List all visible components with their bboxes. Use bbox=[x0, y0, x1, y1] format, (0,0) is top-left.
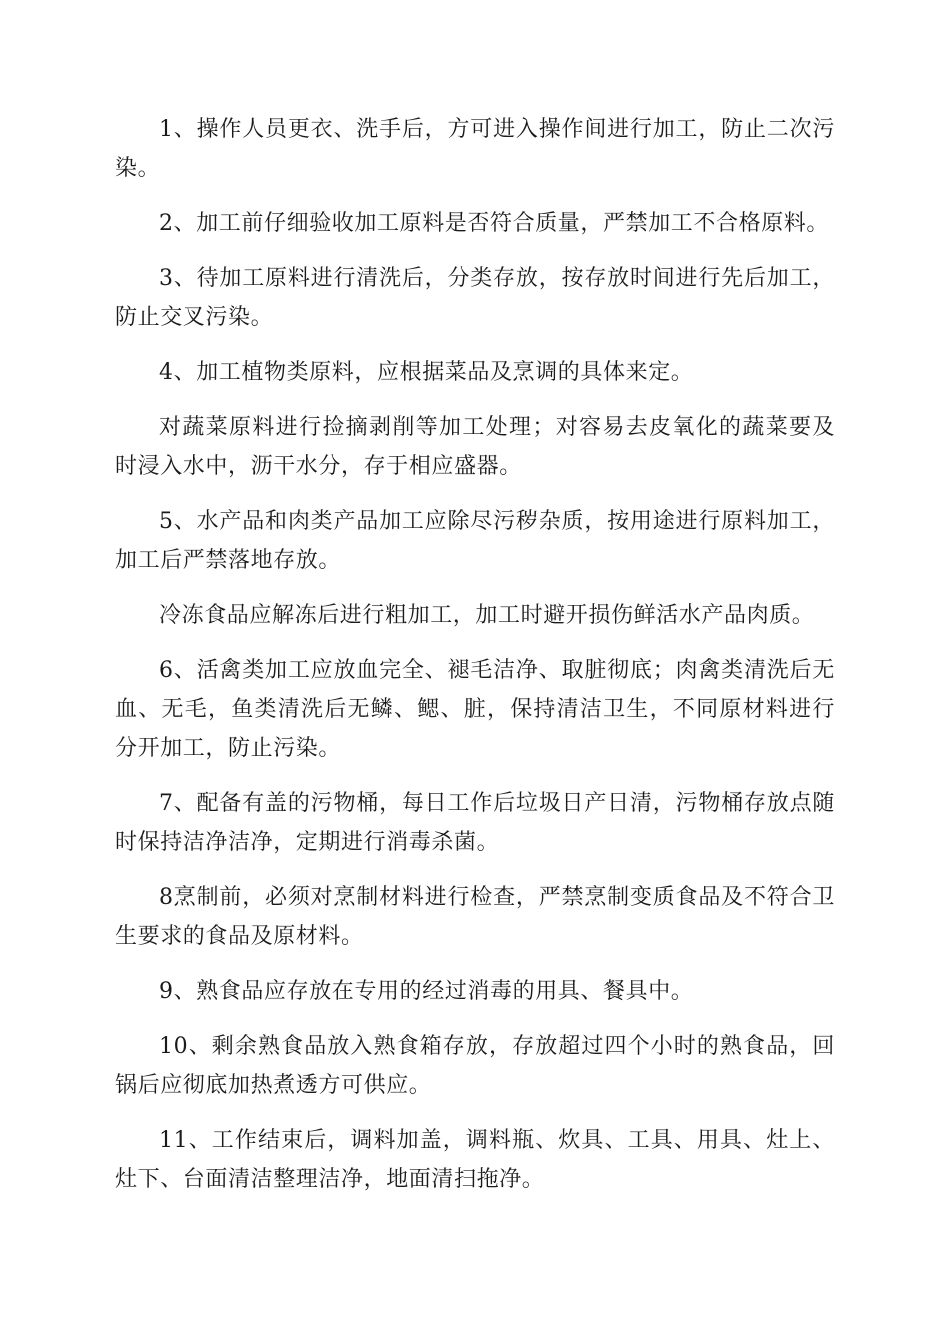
paragraph-4-detail: 对蔬菜原料进行捡摘剥削等加工处理；对容易去皮氧化的蔬菜要及时浸入水中，沥干水分，存于相应盛器。 bbox=[115, 415, 835, 479]
paragraph-7: 7、配备有盖的污物桶，每日工作后垃圾日产日清，污物桶存放点随时保持洁净洁净，定期进行消毒杀菌。 bbox=[115, 791, 835, 855]
paragraph-5: 5、水产品和肉类产品加工应除尽污秽杂质，按用途进行原料加工，加工后严禁落地存放。 bbox=[115, 509, 835, 573]
document-body bbox=[115, 110, 835, 1215]
paragraph-11: 11、工作结束后，调料加盖，调料瓶、炊具、工具、用具、灶上、灶下、台面清洁整理洁净，地面清扫拖净。 bbox=[115, 1128, 835, 1192]
paragraph-4: 4、加工植物类原料，应根据菜品及烹调的具体来定。 bbox=[159, 360, 694, 385]
paragraph-6: 6、活禽类加工应放血完全、褪毛洁净、取脏彻底；肉禽类清洗后无血、无毛，鱼类清洗后无鳞、鳃、脏，保持清洁卫生，不同原材料进行分开加工，防止污染。 bbox=[115, 658, 835, 761]
paragraph-8: 8烹制前，必须对烹制材料进行检查，严禁烹制变质食品及不符合卫生要求的食品及原材料。 bbox=[115, 885, 835, 949]
paragraph-2: 2、加工前仔细验收加工原料是否符合质量，严禁加工不合格原料。 bbox=[159, 211, 829, 236]
paragraph-1: 1、操作人员更衣、洗手后，方可进入操作间进行加工，防止二次污染。 bbox=[115, 117, 835, 181]
paragraph-5-detail: 冷冻食品应解冻后进行粗加工，加工时避开损伤鲜活水产品肉质。 bbox=[159, 603, 815, 628]
paragraph-10: 10、剩余熟食品放入熟食箱存放，存放超过四个小时的熟食品，回锅后应彻底加热煮透方可供应。 bbox=[115, 1034, 835, 1098]
paragraph-9: 9、熟食品应存放在专用的经过消毒的用具、餐具中。 bbox=[159, 979, 694, 1004]
paragraph-3: 3、待加工原料进行清洗后，分类存放，按存放时间进行先后加工，防止交叉污染。 bbox=[115, 266, 835, 330]
